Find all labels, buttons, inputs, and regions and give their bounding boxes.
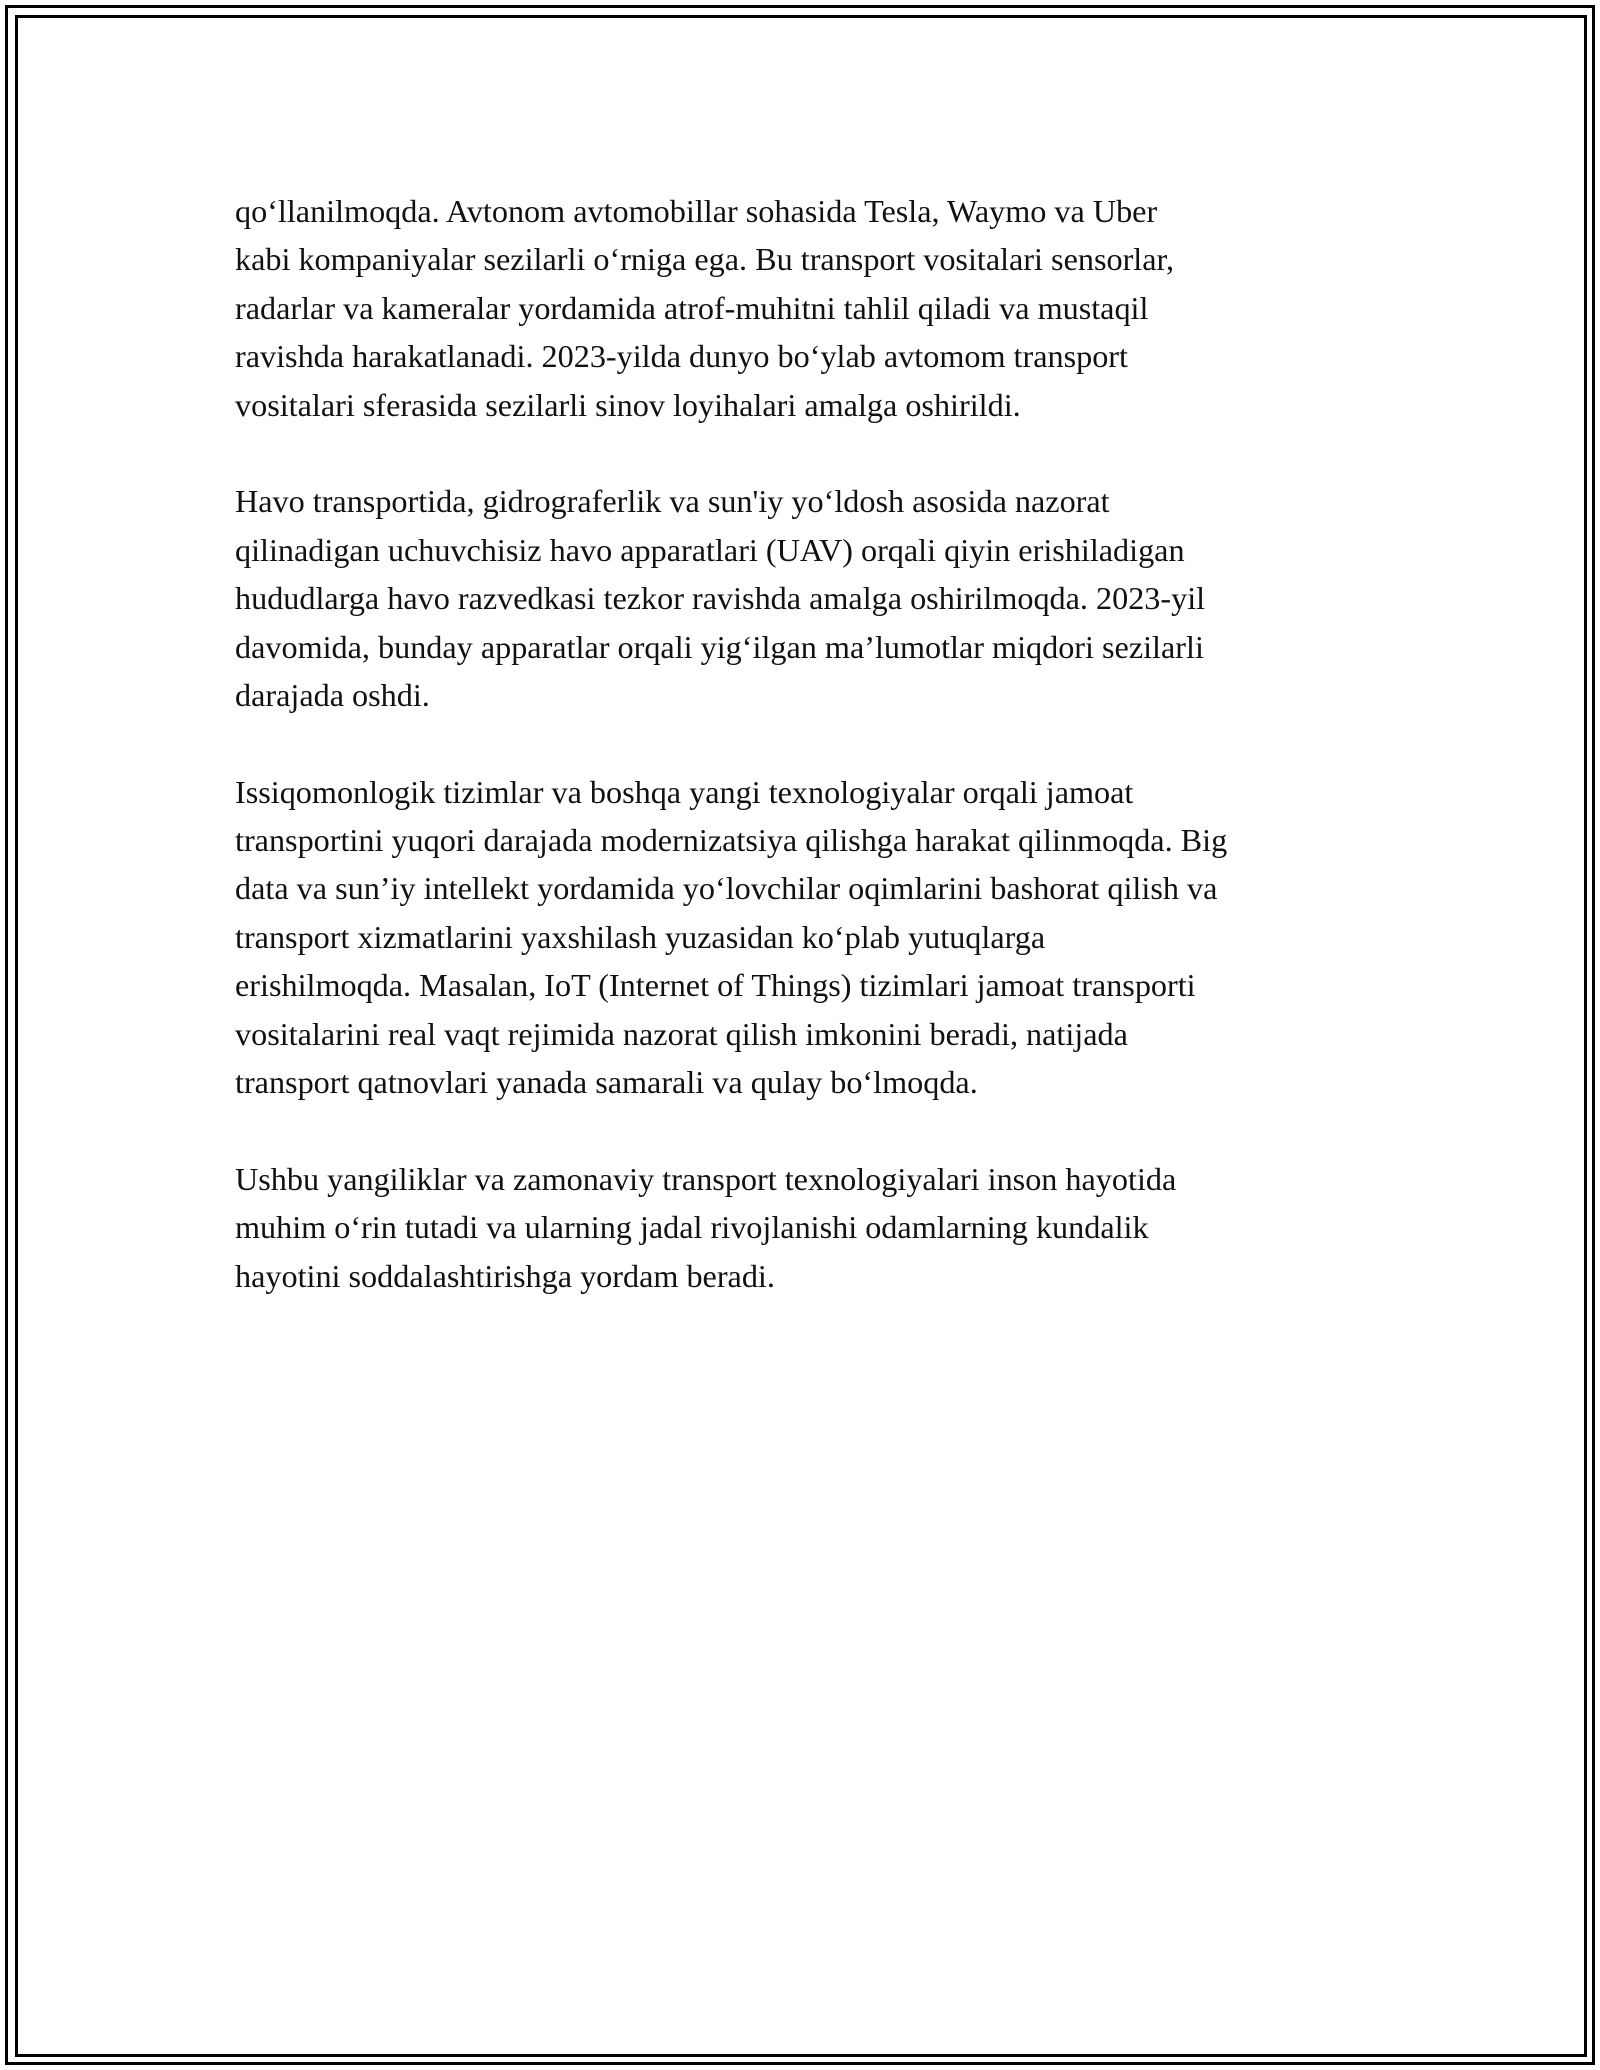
text-line: kabi kompaniyalar sezilarli o‘rniga ega. Bu transport vositalari sensorlar, — [235, 241, 1175, 278]
text-line: transport xizmatlarini yaxshilash yuzasidan ko‘plab yutuqlarga — [235, 918, 1046, 955]
document-body — [235, 187, 1370, 1348]
text-line: Ushbu yangiliklar va zamonaviy transport texnologiyalari inson hayotida — [235, 1160, 1177, 1197]
text-line: data va sun’iy intellekt yordamida yo‘lovchilar oqimlarini bashorat qilish va — [235, 870, 1218, 907]
text-line: hududlarga havo razvedkasi tezkor ravishda amalga oshirilmoqda. 2023-yil — [235, 580, 1206, 617]
text-line: darajada oshdi. — [235, 676, 430, 713]
text-line: transportini yuqori darajada modernizatsiya qilishga harakat qilinmoqda. Big — [235, 822, 1228, 859]
text-line: qo‘llanilmoqda. Avtonom avtomobillar sohasida Tesla, Waymo va Uber — [235, 193, 1158, 229]
text-line: hayotini soddalashtirishga yordam beradi. — [235, 1257, 775, 1294]
text-line: ravishda harakatlanadi. 2023-yilda dunyo bo‘ylab avtomom transport — [235, 338, 1128, 375]
text-line: vositalarini real vaqt rejimida nazorat qilish imkonini beradi, natijada — [235, 1015, 1128, 1052]
text-line: Havo transportida, gidrograferlik va sun'iy yo‘ldosh asosida nazorat — [235, 483, 1110, 520]
text-line: erishilmoqda. Masalan, IoT (Internet of Things) tizimlari jamoat transporti — [235, 967, 1196, 1004]
paragraph-air-transport — [235, 477, 1370, 719]
text-line: transport qatnovlari yanada samarali va qulay bo‘lmoqda. — [235, 1064, 978, 1101]
paragraph-public-transport — [235, 768, 1370, 1107]
text-line: Issiqomonlogik tizimlar va boshqa yangi texnologiyalar orqali jamoat — [235, 773, 1134, 810]
paragraph-autonomous-vehicles — [235, 187, 1370, 429]
text-line: davomida, bunday apparatlar orqali yig‘ilgan ma’lumotlar miqdori sezilarli — [235, 628, 1204, 665]
text-line: qilinadigan uchuvchisiz havo apparatlari (UAV) orqali qiyin erishiladigan — [235, 531, 1185, 568]
text-line: radarlar va kameralar yordamida atrof-muhitni tahlil qiladi va mustaqil — [235, 289, 1149, 326]
text-line: vositalari sferasida sezilarli sinov loyihalari amalga oshirildi. — [235, 386, 1021, 423]
text-line: muhim o‘rin tutadi va ularning jadal rivojlanishi odamlarning kundalik — [235, 1209, 1149, 1246]
paragraph-conclusion — [235, 1155, 1370, 1300]
